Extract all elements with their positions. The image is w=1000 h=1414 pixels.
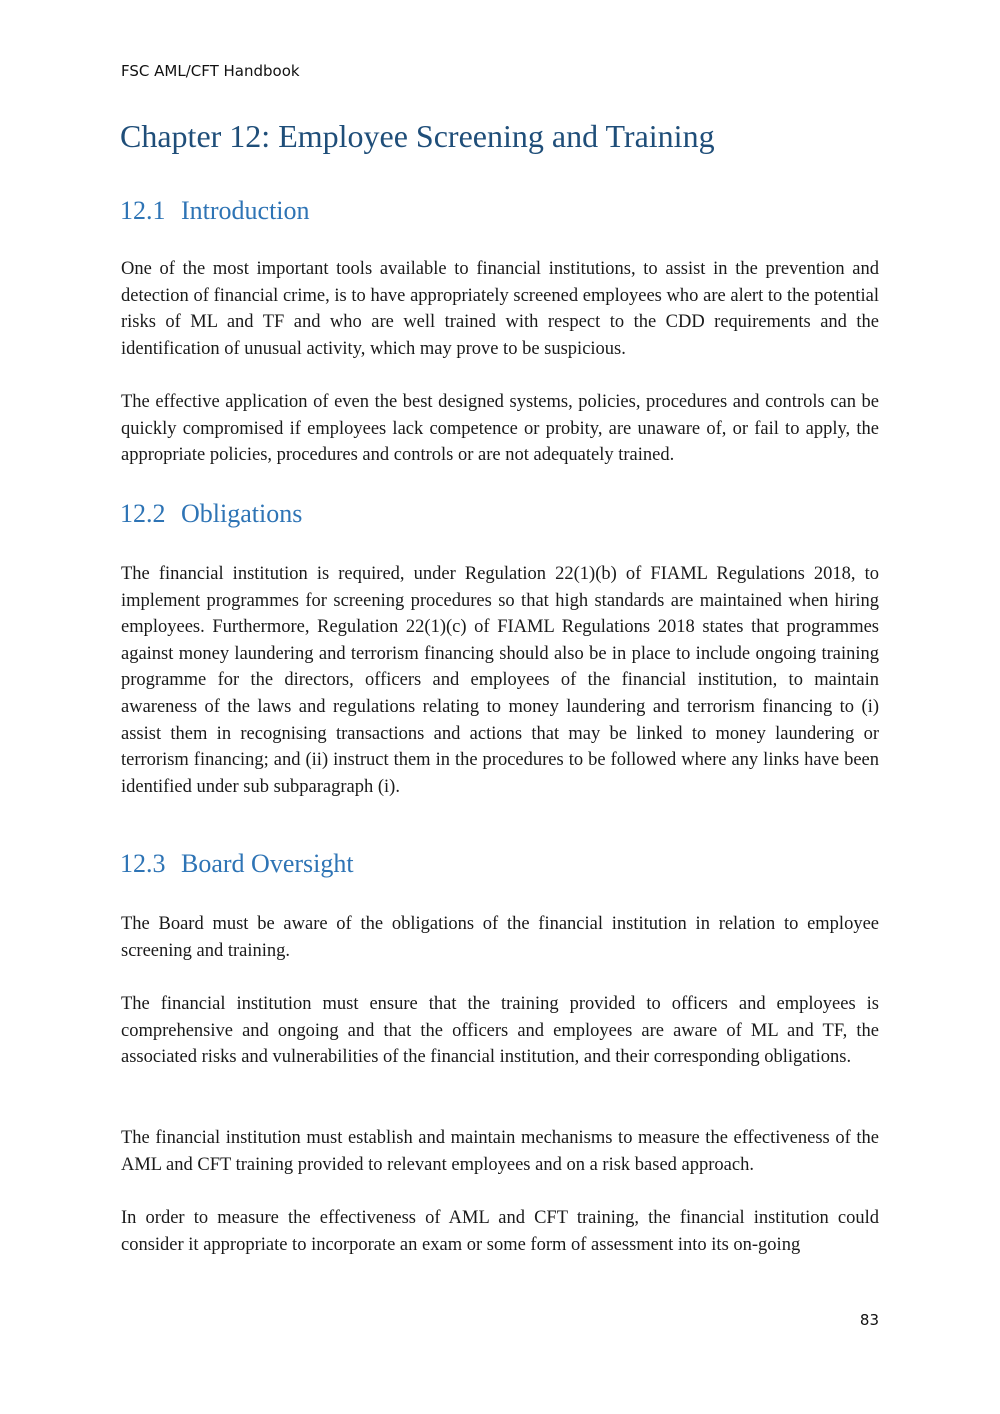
chapter-title: Chapter 12: Employee Screening and Training: [120, 118, 715, 154]
running-header: FSC AML/CFT Handbook: [121, 62, 300, 80]
board-oversight-paragraph-4: In order to measure the effectiveness of AML and CFT training, the financial institution could consider it appropriate to incorporate an exam or some form of assessment into its on-going: [121, 1208, 879, 1255]
section-title: Board Oversight: [181, 849, 354, 878]
section-number: 12.1: [120, 196, 166, 225]
section-number: 12.2: [120, 499, 166, 528]
section-heading-introduction: [120, 196, 310, 226]
introduction-paragraph-2: The effective application of even the best designed systems, policies, procedures and controls can be quickly compromised if employees lack competence or probity, are unaware of, or fail to apply, the appropriate policies, procedures and controls or are not adequately trained.: [121, 392, 879, 466]
board-oversight-paragraph-3: The financial institution must establish and maintain mechanisms to measure the effectiveness of the AML and CFT training provided to relevant employees and on a risk based approach.: [121, 1128, 879, 1175]
section-title: Introduction: [181, 196, 310, 225]
section-heading-board-oversight: [120, 849, 354, 879]
board-oversight-paragraph-2: The financial institution must ensure that the training provided to officers and employees is comprehensive and ongoing and that the officers and employees are aware of ML and TF, the associated risks and vulnerabilities of the financial institution, and their corresponding obligations.: [121, 994, 879, 1068]
section-heading-obligations: [120, 499, 302, 529]
obligations-paragraph-1: The financial institution is required, under Regulation 22(1)(b) of FIAML Regulations 2018, to implement programmes for screening procedures so that high standards are maintained when hiring employees. Furthermore, Regulation 22(1)(c) of FIAML Regulations 2018 states that programmes against money laundering and terrorism financing should also be in place to include ongoing training programme for the directors, officers and employees of the financial institution, to maintain awareness of the laws and regulations relating to money laundering and terrorism financing to (i) assist them in recognising transactions and actions that may be linked to money laundering or terrorism financing; and (ii) instruct them in the procedures to be followed where any links have been identified under sub subparagraph (i).: [121, 564, 879, 797]
section-number: 12.3: [120, 849, 166, 878]
introduction-paragraph-1: One of the most important tools available to financial institutions, to assist in the prevention and detection of financial crime, is to have appropriately screened employees who are alert to the potential risks of ML and TF and who are well trained with respect to the CDD requirements and the identification of unusual activity, which may prove to be suspicious.: [121, 259, 879, 359]
page-number: 83: [859, 1311, 879, 1329]
board-oversight-paragraph-1: The Board must be aware of the obligations of the financial institution in relation to employee screening and training.: [121, 914, 879, 961]
section-title: Obligations: [181, 499, 303, 528]
